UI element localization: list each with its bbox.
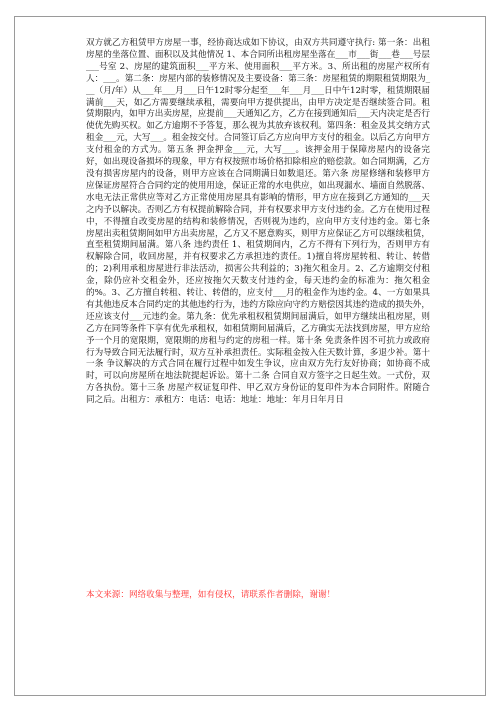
source-disclaimer: 本文来源：网络收集与整理，如有侵权，请联系作者删除，谢谢！	[86, 590, 336, 600]
lease-contract-text: 双方就乙方租赁甲方房屋一事，经协商达成如下协议，由双方共同遵守执行: 第一条：出租房屋的坐落位置、面积以及其他情况 1、本合同所出租房屋坐落在___市___街___巷___号层___号室 2、房屋的建筑面积___平方米、使用面积___平方米。3、所出租的房屋产权所有人：___。第二条：房屋内部的装修情况及主要设备：第三条：房屋租赁的期限租赁期限为___（月/年）从___年___月___日午12时零分起至___年___月___日中午12时零，租赁期限届满前___天，如乙方需要继续承租，需要向甲方提供提出，由甲方决定是否继续签合同。租赁期限内，如甲方出卖房屋，应提前___天通知乙方，乙方在接到通知后___天内决定是否行使优先购买权。如乙方逾期不予答复，那么视为其放弃该权利。第四条：租金及其交纳方式租金___元，大写___。租金按交付。合同签订后乙方应向甲方支付的租金。以后乙方向甲方支付租金的方式为。第五条 押金押金___元，大写___。该押金用于保障房屋内的设备完好，如出现设备损坏的现象，甲方有权按照市场价格扣除相应的赔偿款。如合同期满，乙方没有损害房屋内的设备，则甲方应该在合同期满日如数退还。第六条 房屋修缮和装修甲方应保证房屋符合合同约定的使用用途，保证正常的水电供应，如出现漏水、墙面自然脱落、水电无法正常供应等对乙方正常使用房屋具有影响的情形，甲方应在接到乙方通知的___天之内予以解决。否则乙方有权提前解除合同，并有权要求甲方支付违约金。乙方在使用过程中，不得擅自改变房屋的结构和装修情况，否则视为违约，应向甲方支付违约金。第七条 房屋出卖租赁期间如甲方出卖房屋，乙方又不愿意购买，则甲方应保证乙方可以继续租赁，直至租赁期间届满。第八条 违约责任 1、租赁期间内，乙方不得有下列行为，否则甲方有权解除合同，收回房屋，并有权要求乙方承担违约责任。1)擅自将房屋转租、转让、转借的；2)利用承租房屋进行非法活动，损害公共利益的；3)拖欠租金月。2、乙方逾期交付租金，除仍应补交租金外，还应按拖欠天数支付违约金，每天违约金的标准为：拖欠租金的%。3、乙方擅自转租、转让、转借的，应支付___月的租金作为违约金。4、一方如果具有其他违反本合同约定的其他违约行为，违约方除应向守约方赔偿因其违约造成的损失外，还应该支付___元违约金。第九条：优先承租权租赁期间届满后，如甲方继续出租房屋，则乙方在同等条件下享有优先承租权，如租赁期间届满后，乙方确实无法找到房屋，甲方应给予一个月的宽限期，宽限期的房租与约定的房租一样。第十条 免责条件因不可抗力或政府行为导致合同无法履行时，双方互补承担责任。实际租金按入住天数计算，多退少补。第十一条 争议解决的方式合同在履行过程中如发生争议，应由双方先行友好协商；如协商不成时，可以向房屋所在地法院提起诉讼。第十二条 合同自双方签字之日起生效。一式份，双方各执份。第十三条 房屋产权证复印件、甲乙双方身份证的复印件为本合同附件。附随合同之后。出租方：承租方：电话：电话：地址：地址：年月日年月日	[86, 38, 430, 406]
